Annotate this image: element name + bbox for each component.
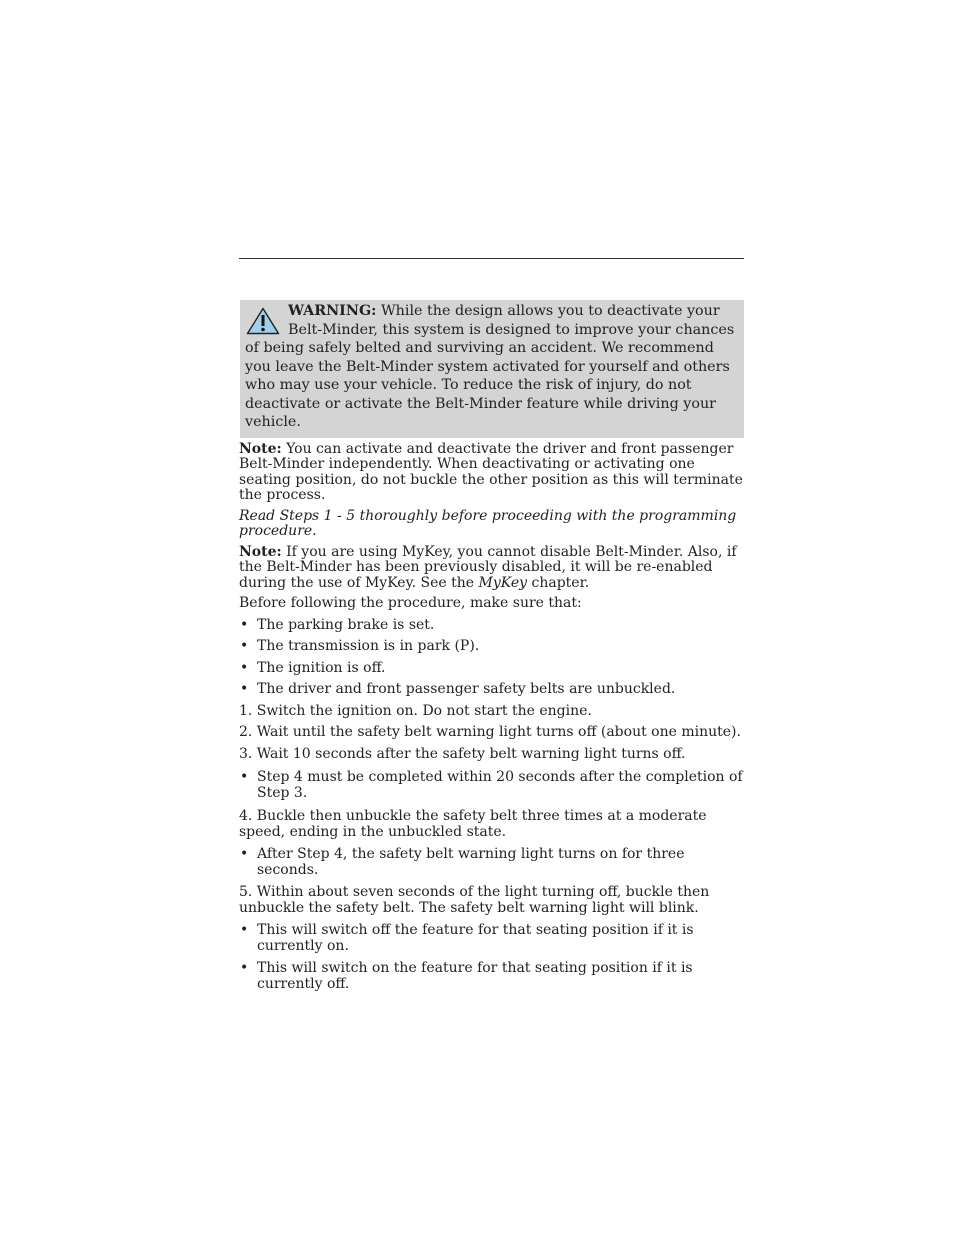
checklist-item: • The ignition is off. bbox=[239, 661, 744, 677]
note-mykey: Note: If you are using MyKey, you cannot disable Belt-Minder. Also, if the Belt-Minder has been previously disabled, it will be re-enabled during the use of MyKey. See the MyKey chapter. bbox=[239, 543, 737, 591]
before-procedure-text: Before following the procedure, make sure that: bbox=[239, 595, 582, 611]
note-label: Note: bbox=[239, 440, 282, 457]
read-steps-text: Read Steps 1 - 5 thoroughly before proceeding with the programming procedure. bbox=[239, 507, 737, 539]
step-4-bullet: • After Step 4, the safety belt warning light turns on for three seconds. bbox=[239, 847, 744, 878]
note-text: You can activate and deactivate the driver and front passenger Belt-Minder independently. When deactivating or activating one seating position, do not buckle the other position as this will terminate the process. bbox=[239, 440, 743, 503]
step-5-bullet: • This will switch off the feature for that seating position if it is currently on. bbox=[239, 923, 744, 954]
step-5-bullet: • This will switch on the feature for that seating position if it is currently off. bbox=[239, 961, 744, 992]
step-3: 3. Wait 10 seconds after the safety belt warning light turns off. bbox=[239, 745, 686, 762]
header-rule bbox=[239, 258, 744, 259]
warning-box bbox=[240, 300, 744, 438]
checklist-item: • The transmission is in park (P). bbox=[239, 639, 744, 655]
mykey-reference: MyKey bbox=[478, 574, 528, 591]
page-content bbox=[239, 300, 744, 992]
note-independent bbox=[239, 442, 744, 504]
step-4: 4. Buckle then unbuckle the safety belt three times at a moderate speed, ending in the unbuckled state. bbox=[239, 808, 707, 840]
note-label: Note: bbox=[239, 543, 282, 560]
checklist-item: • The parking brake is set. bbox=[239, 618, 744, 634]
step-1: 1. Switch the ignition on. Do not start the engine. bbox=[239, 702, 592, 719]
warning-triangle-icon bbox=[246, 307, 280, 335]
step-2: 2. Wait until the safety belt warning light turns off (about one minute). bbox=[239, 724, 741, 740]
step-3-bullet: • Step 4 must be completed within 20 seconds after the completion of Step 3. bbox=[239, 770, 744, 801]
warning-label: WARNING: bbox=[288, 303, 377, 319]
step-5: 5. Within about seven seconds of the light turning off, buckle then unbuckle the safety belt. The safety belt warning light will blink. bbox=[239, 884, 710, 916]
checklist-item: • The driver and front passenger safety belts are unbuckled. bbox=[239, 682, 744, 698]
warning-text: While the design allows you to deactivate your Belt-Minder, this system is designed to improve your chances of being safely belted and surviving an accident. We recommend you leave the Belt-Minder system activated for yourself and others who may use your vehicle. To reduce the risk of injury, do not deactivate or activate the Belt-Minder feature while driving your vehicle. bbox=[245, 303, 735, 430]
